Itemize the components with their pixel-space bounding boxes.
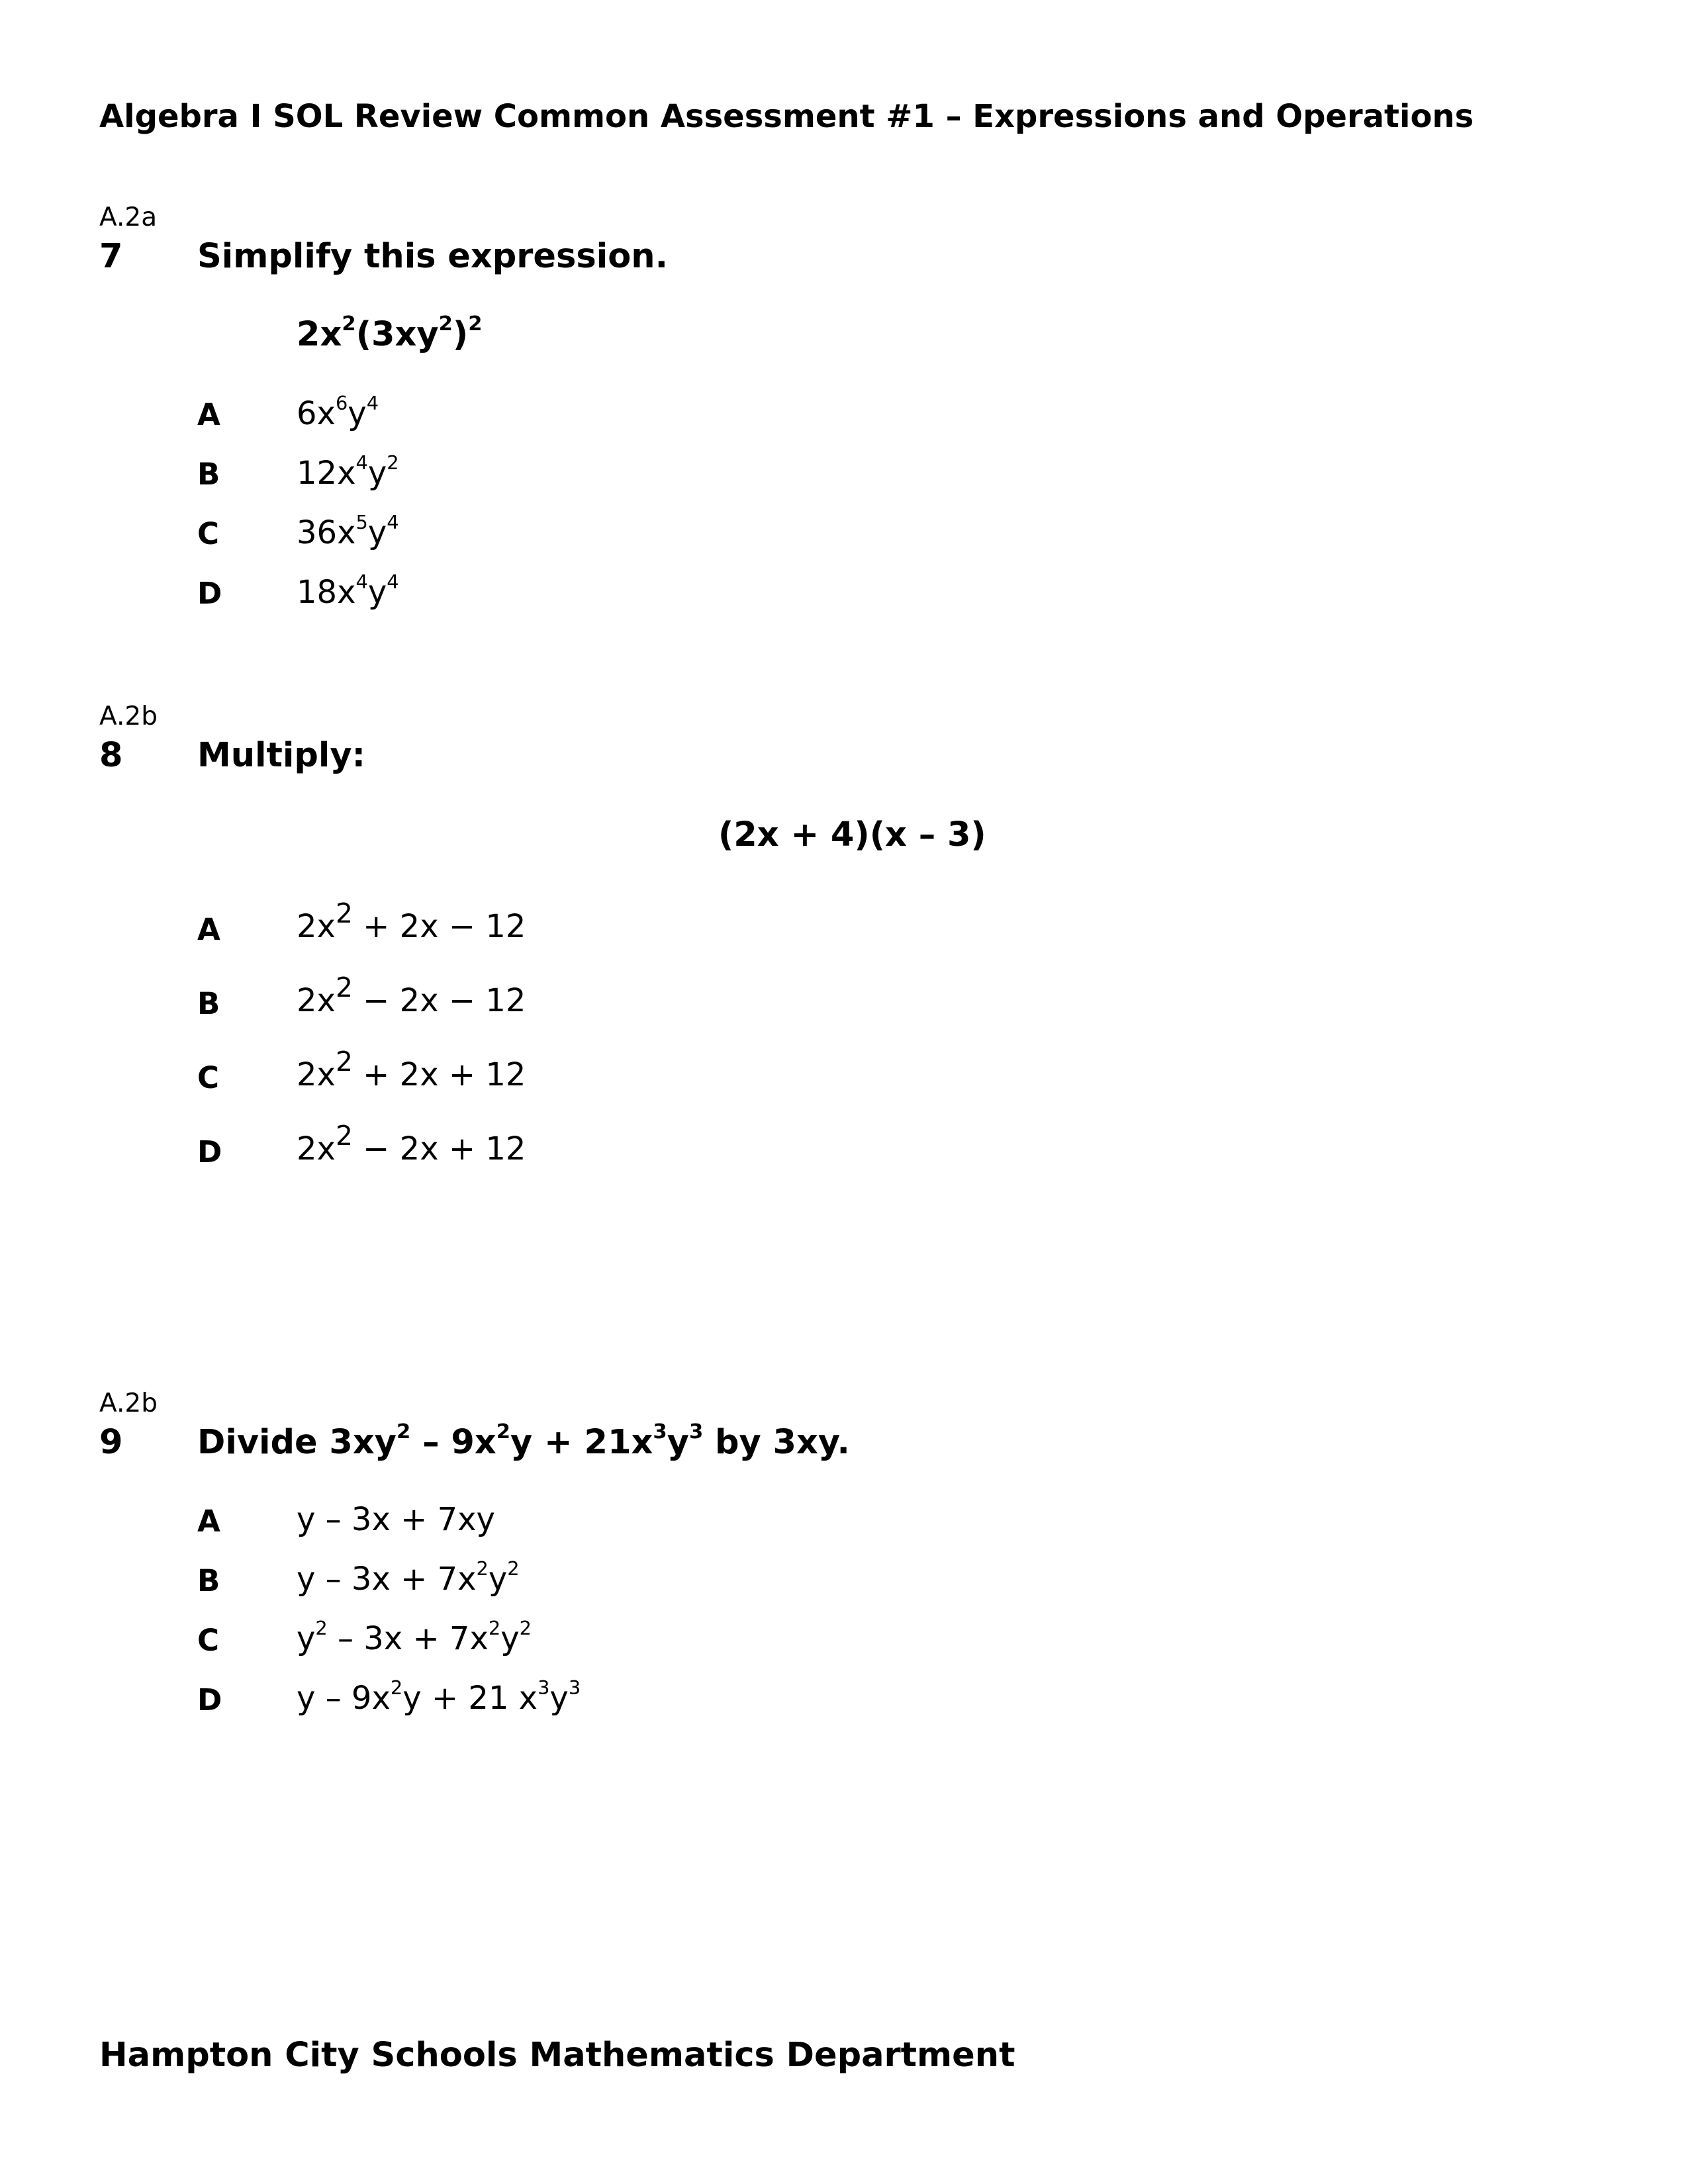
page-header: Algebra I SOL Review Common Assessment #1 – Expressions and Operations bbox=[99, 98, 1474, 135]
q8-number: 8 bbox=[99, 736, 123, 775]
q9-standard: A.2b bbox=[99, 1388, 158, 1418]
q8-option-b[interactable]: $2x^2 - 2x - 12$ bbox=[297, 971, 526, 1019]
q8-option-b-letter: B bbox=[197, 986, 220, 1021]
q9-option-b-letter: B bbox=[197, 1563, 220, 1598]
page-footer: Hampton City Schools Mathematics Department bbox=[99, 2036, 1015, 2075]
q7-prompt: Simplify this expression. bbox=[197, 237, 668, 276]
q8-expression: (2x + 4)(x – 3) bbox=[718, 815, 986, 854]
q7-standard: A.2a bbox=[99, 203, 158, 232]
q9-option-a[interactable]: y – 3x + 7xy bbox=[297, 1501, 495, 1538]
q8-option-c[interactable]: $2x^2 + 2x + 12$ bbox=[297, 1045, 526, 1093]
q9-number: 9 bbox=[99, 1423, 123, 1462]
q8-option-d[interactable]: $2x^2 - 2x + 12$ bbox=[297, 1119, 526, 1167]
q9-option-c-letter: C bbox=[197, 1623, 220, 1658]
q8-option-a-letter: A bbox=[197, 912, 220, 947]
q9-prompt: Divide $3xy^2 - 9x^2y + 21x^3y^3$ by 3xy. bbox=[197, 1420, 850, 1462]
q7-option-a[interactable]: $6x^6y^4$ bbox=[297, 392, 379, 432]
q7-option-c[interactable]: $36x^5y^4$ bbox=[297, 511, 399, 551]
q9-option-b[interactable]: $y - 3x + 7x^2y^2$ bbox=[297, 1557, 520, 1598]
q7-option-b[interactable]: $12x^4y^2$ bbox=[297, 451, 399, 492]
q8-option-d-letter: D bbox=[197, 1134, 222, 1169]
q7-number: 7 bbox=[99, 237, 123, 276]
q9-option-d-letter: D bbox=[197, 1682, 222, 1717]
q7-option-c-letter: C bbox=[197, 516, 220, 551]
q9-option-c[interactable]: $y^2 - 3x + 7x^2y^2$ bbox=[297, 1617, 532, 1657]
q8-option-a[interactable]: $2x^2 + 2x - 12$ bbox=[297, 897, 526, 945]
q7-option-d[interactable]: $18x^4y^4$ bbox=[297, 570, 399, 611]
q9-option-d[interactable]: $y - 9x^2y + 21$ $x^3y^3$ bbox=[297, 1676, 581, 1717]
q7-option-a-letter: A bbox=[197, 397, 220, 432]
q7-expression: $2x^2(3xy^2)^2$ bbox=[297, 312, 483, 354]
q8-prompt: Multiply: bbox=[197, 736, 366, 775]
q9-option-a-letter: A bbox=[197, 1504, 220, 1539]
q7-option-d-letter: D bbox=[197, 576, 222, 611]
q7-option-b-letter: B bbox=[197, 457, 220, 492]
q8-option-c-letter: C bbox=[197, 1060, 220, 1095]
q8-standard: A.2b bbox=[99, 702, 158, 731]
